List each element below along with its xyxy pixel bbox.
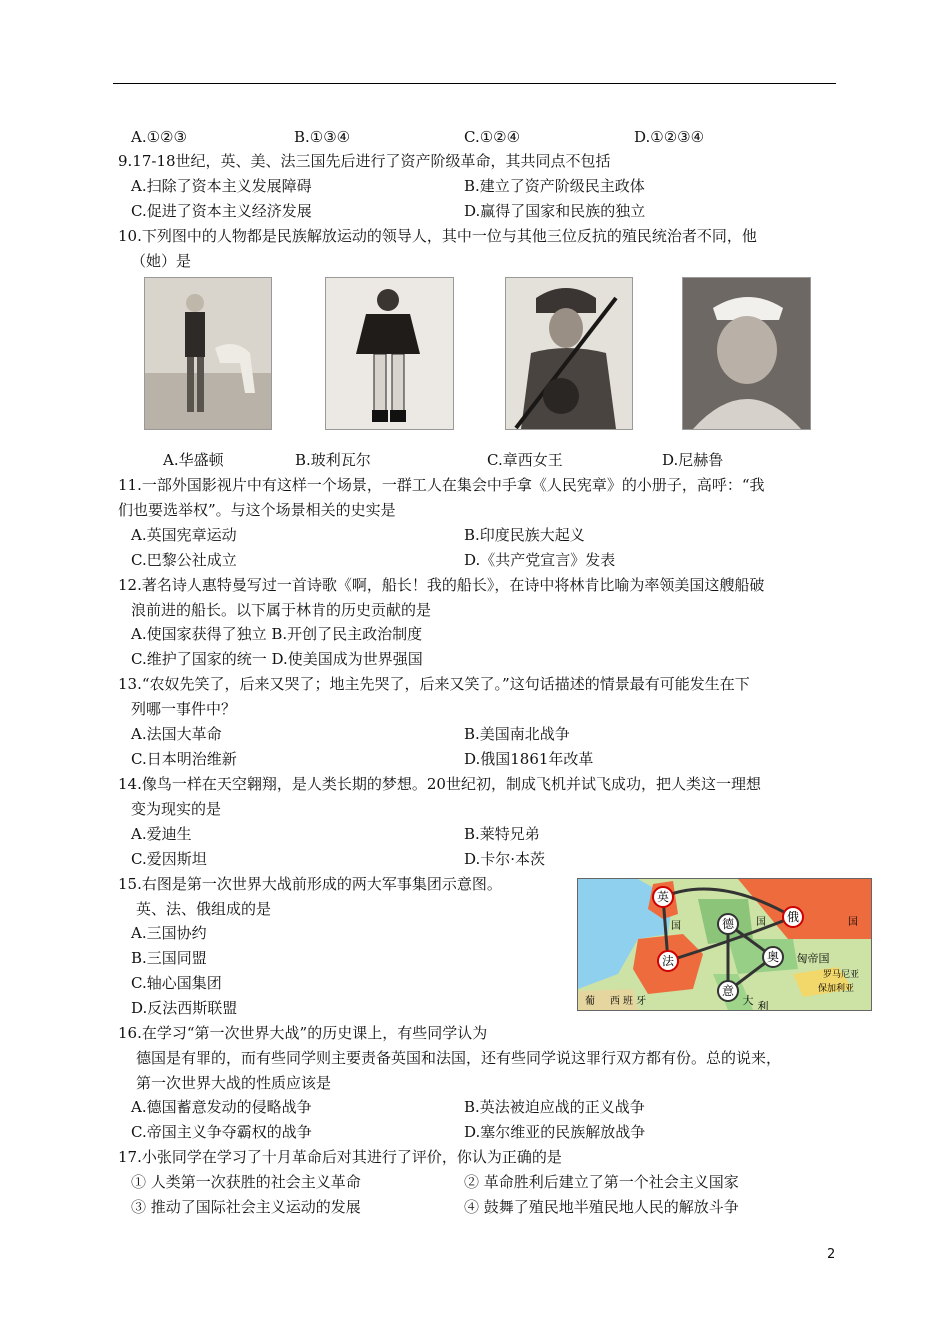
q12-stem-line1: 12.著名诗人惠特曼写过一首诗歌《啊，船长！我的船长》，在诗中将林肯比喻为率领美国这艘船破 (118, 576, 765, 594)
map-label-uk: 英 (656, 890, 670, 904)
q13-option-d: D.俄国1861年改革 (464, 750, 594, 768)
q9-option-b: B.建立了资产阶级民主政体 (464, 177, 645, 195)
q10-stem-line2: （她）是 (131, 252, 192, 270)
q11-option-d: D.《共产党宣言》发表 (464, 551, 616, 569)
map-label-russia: 俄 (786, 910, 800, 924)
q12-options-cd: C.维护了国家的统一 D.使美国成为世界强国 (131, 650, 423, 668)
q15-option-a: A.三国协约 (131, 924, 207, 942)
q9-option-c: C.促进了资本主义经济发展 (131, 202, 312, 220)
q16-option-d: D.塞尔维亚的民族解放战争 (464, 1123, 646, 1141)
q12-options-ab: A.使国家获得了独立 B.开创了民主政治制度 (131, 625, 423, 643)
q11-stem-line2: 们也要选举权”。与这个场景相关的史实是 (118, 501, 396, 519)
q16-stem-line3: 第一次世界大战的性质应该是 (136, 1074, 332, 1092)
map-label-guo2: 国 (756, 917, 766, 928)
header-rule (113, 83, 836, 84)
q10-stem-line1: 10.下列图中的人物都是民族解放运动的领导人，其中一位与其他三位反抗的殖民统治者不同，他 (118, 227, 757, 245)
q10-option-b: B.玻利瓦尔 (295, 451, 371, 469)
q8-option-b: B.①③④ (294, 128, 351, 146)
q16-option-a: A.德国蓄意发动的侵略战争 (131, 1098, 312, 1116)
q12-stem-line2: 浪前进的船长。以下属于林肯的历史贡献的是 (131, 601, 432, 619)
map-label-romania: 罗马尼亚 (822, 970, 860, 980)
page-number: 2 (827, 1247, 836, 1262)
map-label-empire: 匈帝国 (796, 952, 830, 965)
rani-image (506, 278, 632, 429)
q14-option-d: D.卡尔·本茨 (464, 850, 546, 868)
washington-image (145, 278, 271, 429)
portrait-washington (144, 277, 272, 430)
map-label-guo3: 国 (848, 917, 858, 928)
map-label-da: 大 (742, 994, 754, 1007)
map-label-france: 法 (661, 954, 675, 968)
q11-option-b: B.印度民族大起义 (464, 526, 585, 544)
q15-stem-line2: 英、法、俄组成的是 (136, 900, 272, 918)
q13-option-b: B.美国南北战争 (464, 725, 570, 743)
q16-option-b: B.英法被迫应战的正义战争 (464, 1098, 645, 1116)
q17-stem: 17.小张同学在学习了十月革命后对其进行了评价，你认为正确的是 (118, 1148, 562, 1166)
map-label-li: 利 (757, 1000, 769, 1010)
q15-option-d: D.反法西斯联盟 (131, 999, 238, 1017)
portrait-rani-of-jhansi (505, 277, 633, 430)
q16-option-c: C.帝国主义争夺霸权的战争 (131, 1123, 312, 1141)
ww1-alliance-map (577, 878, 872, 1011)
q14-option-c: C.爱因斯坦 (131, 850, 207, 868)
q13-option-c: C.日本明治维新 (131, 750, 237, 768)
map-svg (578, 879, 871, 1010)
map-label-bulgaria: 保加利亚 (817, 984, 855, 994)
q17-item-3: ③ 推动了国际社会主义运动的发展 (131, 1198, 361, 1216)
q13-stem-line2: 列哪一事件中？ (131, 700, 237, 718)
map-label-italy: 意 (721, 984, 735, 998)
q11-option-c: C.巴黎公社成立 (131, 551, 237, 569)
q11-option-a: A.英国宪章运动 (131, 526, 237, 544)
q15-option-c: C.轴心国集团 (131, 974, 222, 992)
nehru-image (683, 278, 810, 429)
q14-option-b: B.莱特兄弟 (464, 825, 540, 843)
portrait-nehru (682, 277, 811, 430)
map-label-guo1: 国 (671, 921, 681, 932)
q13-option-a: A.法国大革命 (131, 725, 222, 743)
map-label-germany: 德 (721, 917, 735, 931)
q17-item-2: ② 革命胜利后建立了第一个社会主义国家 (464, 1173, 739, 1191)
q17-item-1: ① 人类第一次获胜的社会主义革命 (131, 1173, 361, 1191)
q17-item-4: ④ 鼓舞了殖民地半殖民地人民的解放斗争 (464, 1198, 739, 1216)
bolivar-image (326, 278, 453, 429)
map-label-portugal: 葡 (585, 996, 595, 1007)
q15-option-b: B.三国同盟 (131, 949, 207, 967)
q9-stem: 9.17-18世纪，英、美、法三国先后进行了资产阶级革命，其共同点不包括 (118, 152, 611, 170)
q15-stem-line1: 15.右图是第一次世界大战前形成的两大军事集团示意图。 (118, 875, 502, 893)
q14-stem-line1: 14.像鸟一样在天空翱翔，是人类长期的梦想。20世纪初，制成飞机并试飞成功，把人类这一理想 (118, 775, 761, 793)
q10-option-d: D.尼赫鲁 (662, 451, 724, 469)
q8-option-c: C.①②④ (464, 128, 521, 146)
q10-option-c: C.章西女王 (487, 451, 563, 469)
q11-stem-line1: 11.一部外国影视片中有这样一个场景，一群工人在集会中手拿《人民宪章》的小册子，高呼：“我 (118, 476, 765, 494)
q8-option-d: D.①②③④ (634, 128, 705, 146)
q9-option-a: A.扫除了资本主义发展障碍 (131, 177, 312, 195)
q8-option-a: A.①②③ (131, 128, 187, 146)
q16-stem-line2: 德国是有罪的，而有些同学则主要责备英国和法国，还有些同学说这罪行双方都有份。总的说来， (136, 1049, 782, 1067)
map-label-austria: 奥 (766, 950, 780, 964)
map-label-spain: 西 班 牙 (609, 996, 647, 1007)
q16-stem-line1: 16.在学习“第一次世界大战”的历史课上，有些同学认为 (118, 1024, 488, 1042)
q9-option-d: D.赢得了国家和民族的独立 (464, 202, 646, 220)
q13-stem-line1: 13.“农奴先笑了，后来又哭了；地主先哭了，后来又笑了。”这句话描述的情景最有可能发生在下 (118, 675, 750, 693)
portrait-bolivar (325, 277, 454, 430)
q14-option-a: A.爱迪生 (131, 825, 192, 843)
q10-option-a: A.华盛顿 (163, 451, 224, 469)
q14-stem-line2: 变为现实的是 (131, 800, 222, 818)
